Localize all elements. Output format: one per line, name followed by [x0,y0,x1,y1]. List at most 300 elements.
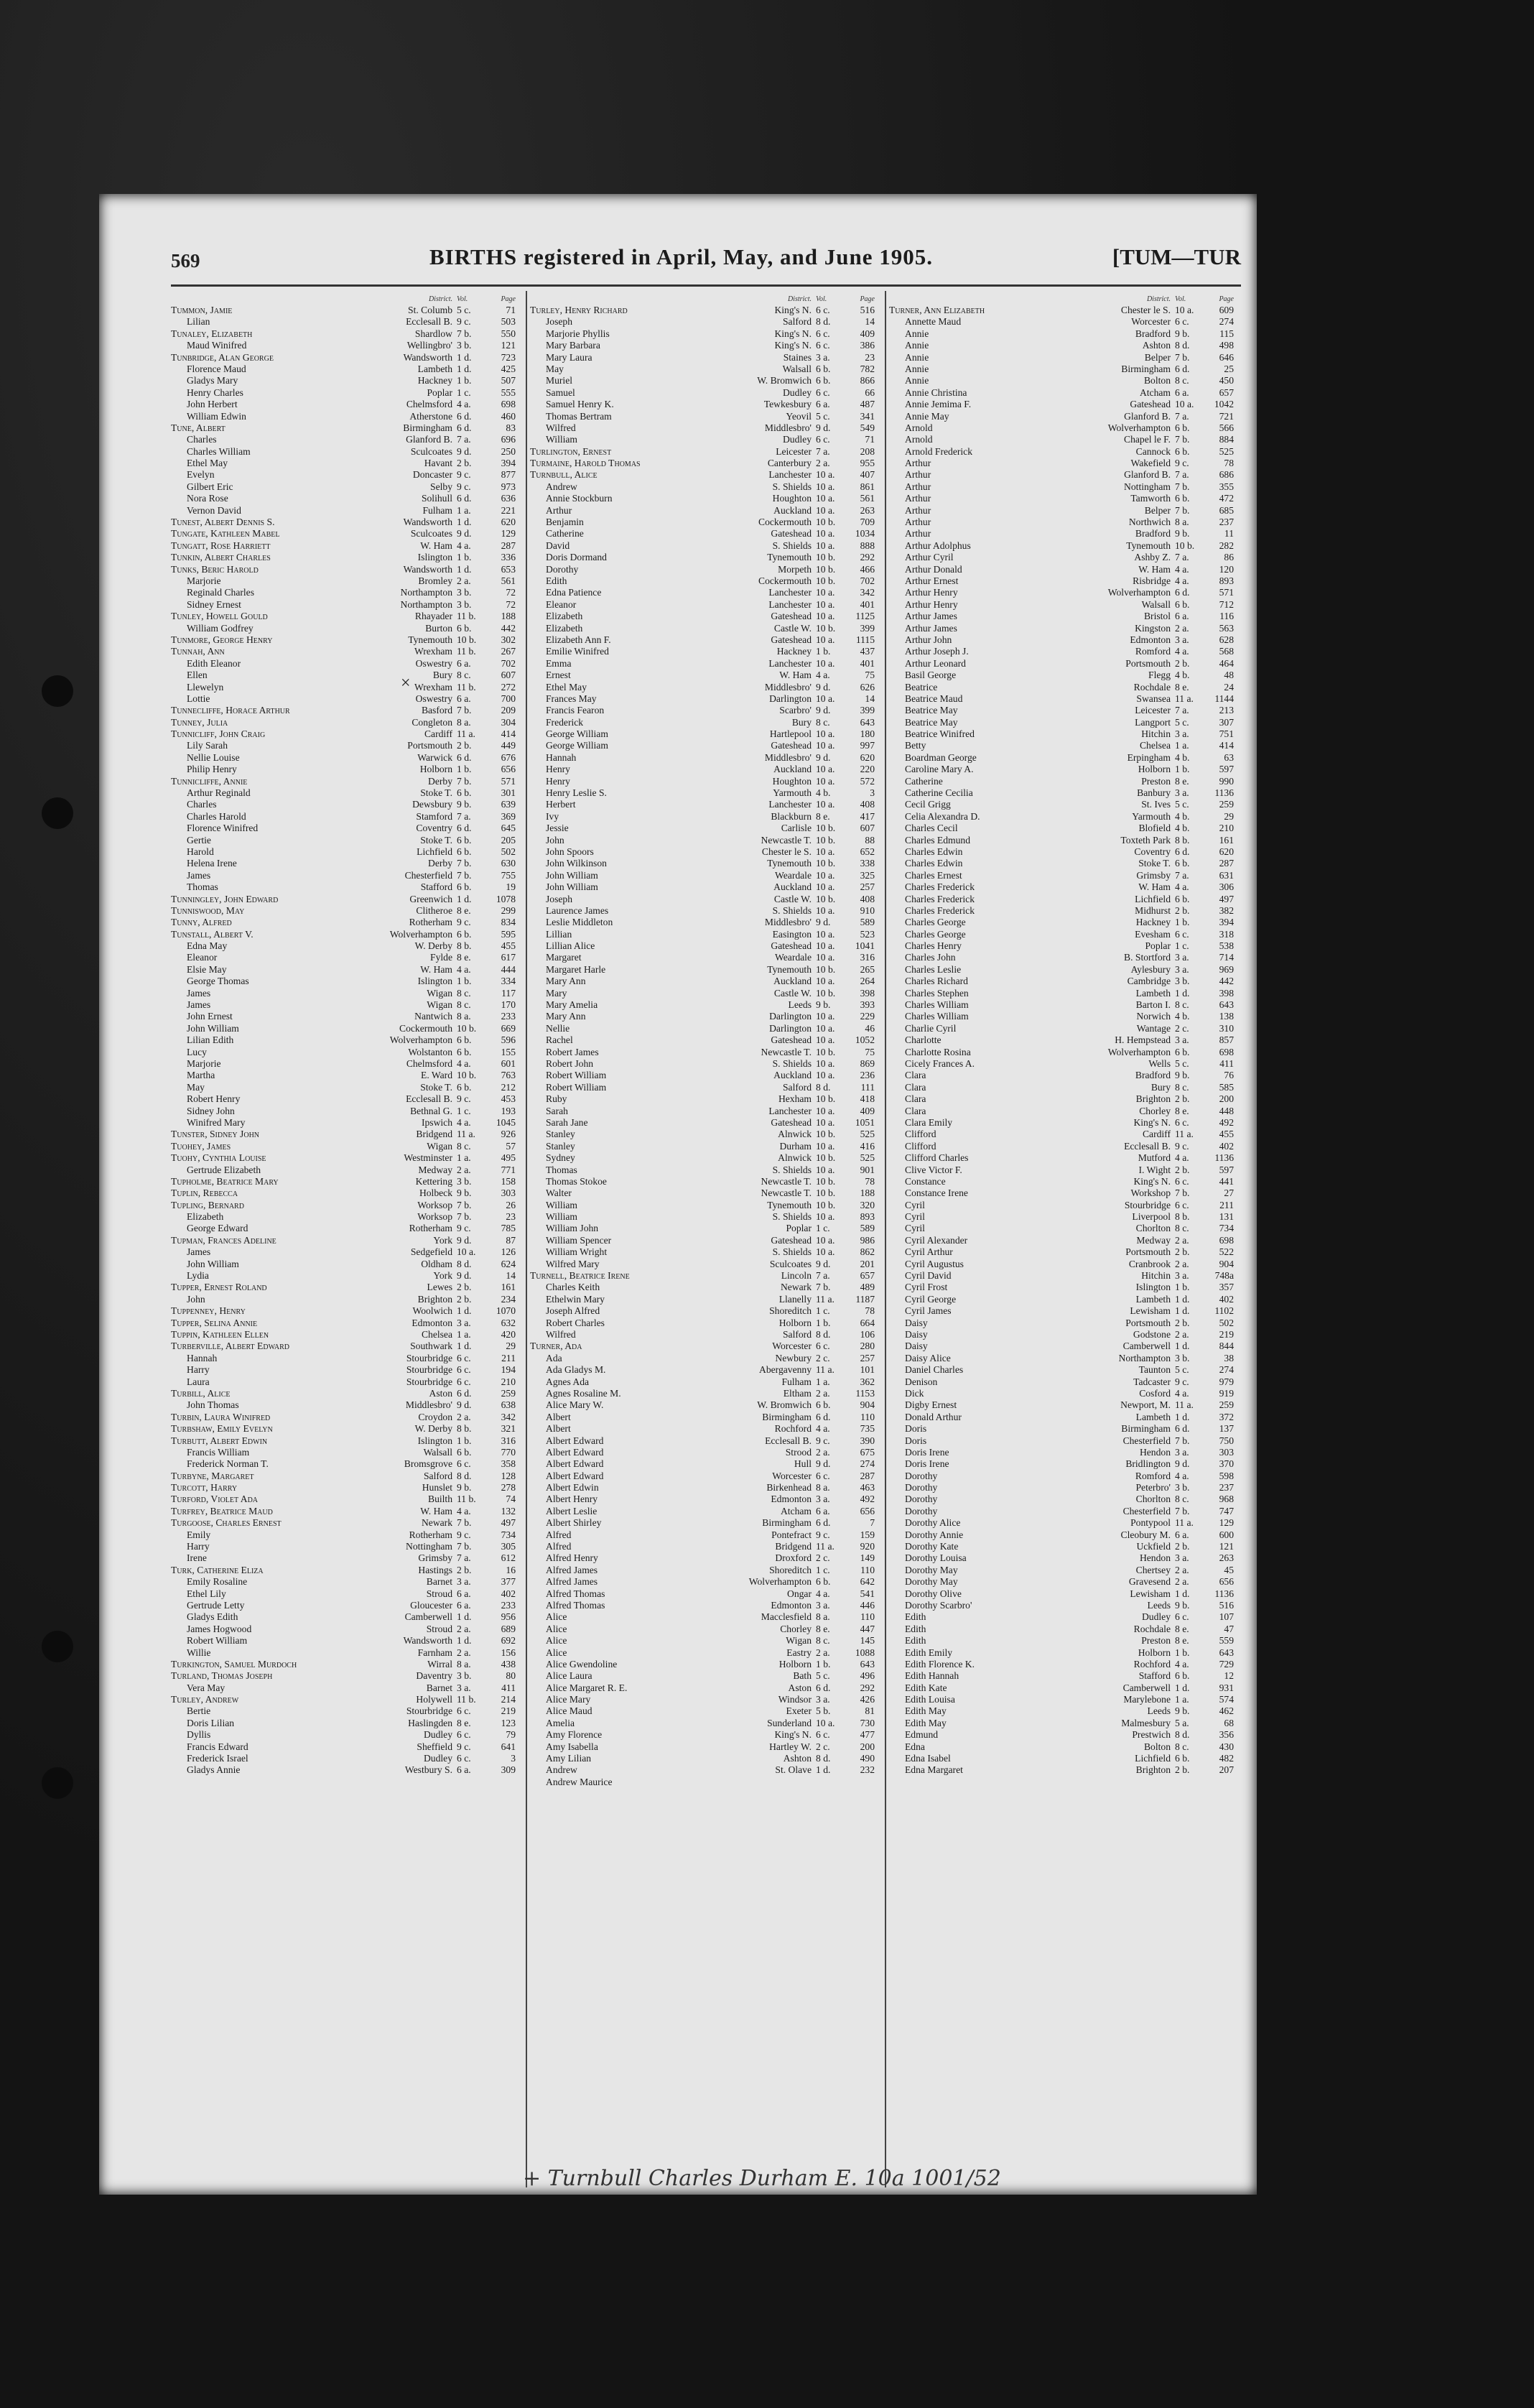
entry-name: Tunnicliffe, Annie [171,775,248,787]
entry-volume: 2 b. [457,458,472,469]
entry-name: Edna Isabel [905,1753,951,1764]
index-entry [889,1741,1234,1753]
index-entry [530,905,875,917]
entry-volume: 4 a. [1175,575,1189,586]
entry-name: Edith May [905,1705,947,1717]
entry-name: Arthur James [905,622,957,634]
index-entry [889,375,1234,386]
entry-district: Edmonton [771,1494,812,1505]
index-entry [171,340,516,351]
entry-district: Edmonton [771,1599,812,1611]
entry-page: 377 [501,1576,516,1588]
entry-volume: 7 a. [457,810,471,822]
entry-district: Oldham [421,1258,452,1269]
entry-page: 464 [1219,657,1234,669]
entry-district: Banbury [1137,787,1171,799]
entry-volume: 5 c. [816,1670,830,1682]
entry-district: Derby [428,775,452,787]
entry-volume: 10 a. [816,846,835,857]
entry-district: Shoreditch [769,1305,812,1317]
index-entry [171,328,516,340]
entry-name: Amy Florence [546,1729,603,1741]
entry-name: Sidney John [187,1105,235,1116]
entry-name: Mary Amelia [546,999,598,1011]
entry-page: 219 [501,1705,516,1717]
column-divider [885,291,886,2187]
entry-page: 72 [506,587,516,598]
entry-volume: 1 d. [1175,987,1190,999]
index-entry [530,411,875,422]
entry-volume: 3 a. [816,1694,830,1705]
index-entry [171,835,516,846]
entry-page: 121 [501,340,516,351]
entry-district: Nottingham [1124,481,1171,492]
entry-page: 571 [1219,587,1234,598]
entry-volume: 10 a. [816,1234,835,1246]
index-entry [171,1647,516,1659]
entry-list [171,305,516,1777]
entry-page: 904 [1219,1258,1234,1269]
entry-page: 730 [860,1717,875,1728]
entry-name: Mary Laura [546,351,592,363]
entry-name: Marjorie [187,1058,221,1069]
index-entry [889,787,1234,799]
index-entry [171,999,516,1011]
entry-volume: 2 b. [1175,904,1190,916]
entry-volume: 10 a. [816,904,835,916]
entry-district: Tamworth [1130,493,1171,504]
index-entry [530,1635,875,1647]
entry-page: 213 [1219,705,1234,716]
index-entry [530,1565,875,1576]
entry-name: Turley, Andrew [171,1694,239,1705]
entry-district: Toxteth Park [1120,834,1171,846]
entry-volume: 2 b. [1175,1541,1190,1552]
entry-name: Amelia [546,1717,575,1728]
entry-volume: 6 b. [457,1046,472,1057]
index-entry [171,1106,516,1117]
entry-name: Andrew [546,481,577,492]
entry-name: Frederick Norman T. [187,1458,269,1470]
entry-name: Albert Leslie [546,1505,598,1516]
entry-district: Cannock [1135,445,1171,457]
entry-page: 342 [860,587,875,598]
entry-page: 692 [501,1635,516,1647]
index-entry [530,540,875,552]
entry-district: Stamford [416,810,452,822]
entry-page: 1136 [1214,787,1234,799]
entry-volume: 10 b. [816,834,836,846]
entry-volume: 5 c. [816,410,830,422]
index-entry [171,1187,516,1199]
entry-page: 29 [1224,810,1234,822]
entry-name: James [187,869,211,881]
entry-district: Romford [1135,646,1171,657]
entry-volume: 10 b. [816,1175,836,1187]
entry-page: 990 [1219,775,1234,787]
entry-volume: 9 d. [457,1234,472,1246]
entry-district: Swansea [1136,693,1171,704]
index-entry [889,870,1234,881]
index-entry [530,917,875,928]
index-entry [889,528,1234,540]
entry-volume: 1 b. [457,552,472,563]
entry-page: 926 [501,1129,516,1140]
index-entry [889,387,1234,399]
entry-name: Robert James [546,1046,599,1057]
entry-district: Ipswich [421,1116,452,1128]
index-entry [530,1588,875,1600]
entry-name: Thomas [187,881,218,893]
entry-district: Rhayader [414,611,452,622]
entry-volume: 1 a. [457,1328,471,1340]
entry-district: Walsall [1141,598,1171,610]
entry-district: W. Bromwich [757,375,812,386]
entry-name: Albert [546,1423,571,1435]
entry-volume: 9 c. [1175,1376,1189,1387]
index-entry [889,705,1234,716]
entry-district: Darlington [769,1022,812,1034]
index-entry [889,1705,1234,1717]
entry-volume: 7 a. [1175,410,1189,422]
entry-volume: 6 d. [457,1387,472,1399]
index-entry [889,1176,1234,1187]
entry-name: Lily Sarah [187,740,228,751]
index-entry [171,528,516,540]
entry-page: 997 [860,740,875,751]
entry-name: William [546,434,578,445]
entry-volume: 1 b. [816,1658,831,1670]
entry-page: 676 [501,751,516,763]
entry-name: Turberville, Albert Edward [171,1340,290,1352]
page-heading: Page [860,295,875,303]
index-entry [530,1270,875,1282]
entry-district: Leeds [1147,1705,1171,1717]
entry-volume: 3 a. [1175,1270,1189,1282]
entry-district: Eastry [786,1647,812,1658]
entry-volume: 7 b. [1175,1187,1190,1199]
entry-page: 301 [501,787,516,799]
entry-page: 292 [860,1682,875,1693]
index-entry [530,823,875,834]
index-entry [171,1764,516,1776]
entry-page: 370 [1219,1458,1234,1470]
entry-page: 523 [860,928,875,940]
entry-district: Islington [417,976,452,987]
entry-page: 893 [860,1211,875,1223]
entry-page: 626 [860,681,875,693]
entry-district: Hitchin [1141,728,1171,740]
entry-page: 71 [506,305,516,315]
entry-volume: 7 a. [816,445,830,457]
entry-district: Bradford [1135,1070,1171,1081]
entry-page: 709 [860,517,875,528]
entry-district: Bolton [1143,375,1171,386]
index-entry [530,1423,875,1435]
entry-name: George William [546,740,608,751]
entry-page: 685 [1219,504,1234,516]
entry-page: 669 [501,1022,516,1034]
entry-page: 502 [501,846,516,857]
entry-volume: 10 a. [816,693,835,704]
entry-district: Farnham [417,1647,452,1658]
entry-volume: 1 d. [1175,1305,1190,1317]
entry-name: Stanley [546,1129,575,1140]
index-entry [171,1305,516,1317]
index-entry [171,1565,516,1576]
entry-district: Croydon [418,1411,452,1422]
entry-district: Rotherham [409,1223,452,1234]
entry-district: Langport [1135,716,1171,728]
entry-name: Ada [546,1352,562,1363]
index-entry [171,552,516,563]
entry-page: 116 [1219,611,1234,622]
entry-name: Turbill, Alice [171,1387,231,1399]
entry-volume: 9 d. [816,422,831,433]
entry-district: Middlesbro' [764,681,812,693]
entry-page: 209 [501,705,516,716]
entry-name: Joseph [546,893,573,904]
index-entry [530,1223,875,1234]
entry-page: 620 [501,517,516,528]
entry-district: Morpeth [778,563,812,575]
entry-name: Daisy Alice [905,1352,951,1363]
entry-page: 138 [1219,1011,1234,1022]
entry-volume: 2 b. [1175,1164,1190,1175]
entry-name: Arthur James [905,611,957,622]
entry-district: Solihull [421,493,452,504]
entry-volume: 9 d. [457,1399,472,1411]
entry-district: Gateshead [771,634,812,645]
entry-district: Tynemouth [767,1199,812,1210]
index-entry [171,1494,516,1505]
entry-page: 643 [1219,999,1234,1011]
entry-page: 497 [501,1517,516,1529]
index-entry [889,1412,1234,1423]
entry-page: 686 [1219,469,1234,481]
entry-volume: 1 c. [1175,940,1189,952]
entry-district: Lichfield [1135,893,1171,904]
entry-page: 447 [860,1623,875,1634]
entry-district: Lanchester [768,799,812,810]
entry-name: George Thomas [187,976,249,987]
entry-name: Tuppin, Kathleen Ellen [171,1328,269,1340]
entry-page: 310 [1219,1022,1234,1034]
entry-volume: 8 c. [457,999,471,1011]
entry-name: Lilian [187,316,210,328]
entry-district: Workshop [1130,1187,1171,1199]
entry-page: 306 [1219,881,1234,893]
entry-volume: 5 c. [1175,1364,1189,1376]
index-entry [530,976,875,987]
entry-page: 372 [1219,1411,1234,1422]
entry-page: 444 [501,963,516,975]
entry-volume: 6 b. [1175,1670,1190,1682]
entry-district: Aston [788,1682,812,1693]
index-entry [530,422,875,434]
entry-district: Stoke T. [420,834,452,846]
index-entry [171,1694,516,1705]
entry-volume: 10 a. [457,1246,476,1258]
entry-district: Wolverhampton [1107,422,1171,433]
entry-page: 23 [506,1211,516,1223]
entry-name: Frederick [546,716,584,728]
entry-name: Beatrice Maud [905,693,963,704]
index-entry [171,434,516,445]
entry-name: Sarah [546,1105,568,1116]
entry-page: 402 [501,1588,516,1599]
entry-volume: 10 b. [816,1187,836,1199]
index-entry [889,905,1234,917]
index-entry [171,1624,516,1635]
entry-volume: 2 b. [457,1282,472,1293]
entry-name: Charles Frederick [905,881,975,893]
entry-page: 407 [860,469,875,481]
entry-district: Eltham [783,1387,812,1399]
index-entry [530,363,875,375]
index-entry [889,469,1234,481]
entry-volume: 8 c. [457,670,471,681]
entry-district: Ashton [783,1753,812,1764]
index-entry [171,1082,516,1093]
district-heading: District. [787,295,812,303]
entry-page: 46 [865,1022,875,1034]
entry-page: 541 [860,1588,875,1599]
index-entry [889,1399,1234,1411]
entry-district: Atcham [1139,386,1171,398]
entry-page: 259 [1219,1399,1234,1411]
entry-page: 492 [1219,1116,1234,1128]
entry-page: 656 [1219,1576,1234,1588]
index-entry [889,999,1234,1011]
index-entry [171,894,516,905]
entry-volume: 6 c. [816,386,830,398]
index-entry [889,1506,1234,1517]
index-entry [530,1023,875,1034]
index-entry [889,740,1234,751]
entry-volume: 8 c. [457,987,471,999]
entry-district: Preston [1141,1635,1171,1647]
index-entry [889,1635,1234,1647]
entry-district: Sheffield [417,1741,452,1752]
entry-district: Stoke T. [420,1081,452,1093]
entry-page: 418 [860,1093,875,1105]
index-entry [171,1600,516,1611]
entry-district: Southwark [410,1340,452,1352]
entry-district: Camberwell [404,1611,452,1623]
entry-volume: 10 a. [816,869,835,881]
entry-district: King's N. [774,328,812,339]
entry-district: Wigan [427,1140,452,1152]
entry-page: 236 [860,1070,875,1081]
entry-district: Weardale [775,952,812,963]
index-entry [171,1412,516,1423]
entry-volume: 11 a. [816,1541,835,1552]
index-entry [171,1435,516,1447]
entry-district: Hastings [418,1564,452,1575]
index-entry [171,422,516,434]
entry-district: Lichfield [1135,1753,1171,1764]
entry-name: Agnes Rosaline M. [546,1387,621,1399]
entry-name: Elizabeth [546,622,583,634]
index-entry [889,505,1234,517]
index-entry [889,1305,1234,1317]
index-entry [171,1729,516,1741]
entry-page: 1115 [855,634,875,645]
entry-name: Elizabeth [187,1211,224,1223]
entry-district: Ecclesall B. [406,316,452,328]
entry-name: Charlotte Rosina [905,1046,971,1057]
entry-page: 274 [1219,1364,1234,1376]
entry-district: King's N. [1133,1175,1171,1187]
index-entry [889,316,1234,328]
index-entry [889,328,1234,340]
entry-name: Arthur John [905,634,952,645]
entry-name: William [546,1211,578,1223]
index-entry [171,670,516,681]
index-entry [530,1318,875,1329]
entry-volume: 3 a. [1175,634,1189,645]
entry-page: 86 [1224,552,1234,563]
index-entry [171,481,516,493]
entry-volume: 5 c. [1175,1058,1189,1069]
index-entry [171,599,516,611]
entry-name: Rachel [546,1034,573,1046]
entry-name: Emily Rosaline [187,1576,248,1588]
entry-volume: 8 e. [1175,1105,1189,1116]
entry-name: Caroline Mary A. [905,764,974,775]
index-entry [171,540,516,552]
entry-name: Dorothy [905,1470,938,1481]
entry-volume: 10 b. [816,1093,836,1105]
entry-volume: 3 b. [457,340,472,351]
index-entry [889,1435,1234,1447]
entry-district: Stafford [420,881,452,893]
entry-volume: 4 a. [1175,881,1189,893]
index-entry [530,670,875,681]
index-entry [530,1458,875,1470]
entry-page: 782 [860,363,875,374]
entry-volume: 10 a. [1175,305,1194,315]
entry-volume: 6 a. [457,1764,471,1776]
entry-name: Charles Edmund [905,834,970,846]
entry-page: 525 [860,1152,875,1164]
index-entry [171,764,516,775]
entry-volume: 7 a. [1175,869,1189,881]
index-entry [171,870,516,881]
entry-district: Gateshead [771,740,812,751]
index-entry [889,434,1234,445]
entry-volume: 6 d. [457,823,472,834]
entry-district: Nantwich [414,1011,452,1022]
entry-name: Tuohey, James [171,1140,231,1152]
entry-name: Elizabeth Ann F. [546,634,611,645]
index-entry [171,1670,516,1682]
entry-district: Bradford [1135,328,1171,339]
entry-volume: 10 a. [816,481,835,492]
entry-page: 47 [1224,1623,1234,1634]
entry-page: 200 [860,1741,875,1752]
entry-district: Glanford B. [406,434,452,445]
entry-district: Leeds [1147,1599,1171,1611]
entry-name: Henry [546,775,570,787]
entry-name: Donald Arthur [905,1411,962,1422]
entry-page: 755 [501,869,516,881]
entry-district: Birmingham [762,1411,812,1422]
entry-page: 734 [501,1529,516,1540]
index-entry [889,1223,1234,1234]
page-number: 569 [171,250,200,272]
